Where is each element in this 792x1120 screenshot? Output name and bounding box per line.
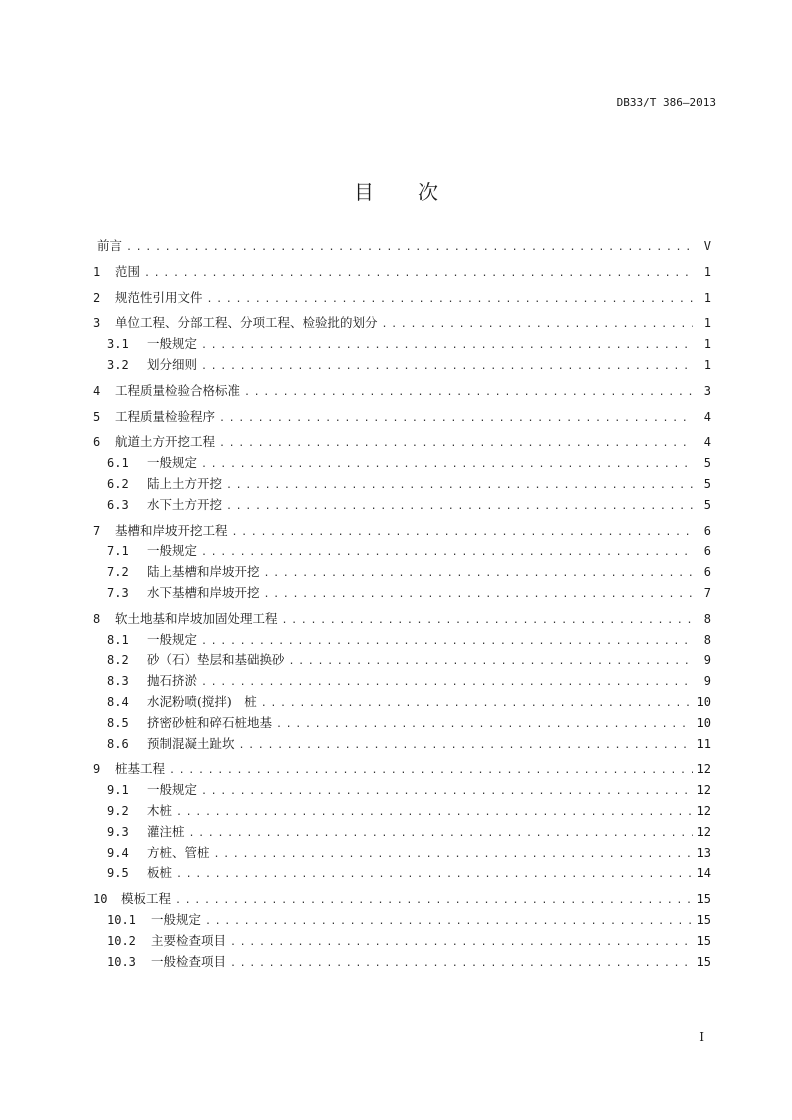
toc-entry-page: 15	[696, 892, 711, 907]
toc-entry-label: 范围	[115, 263, 141, 279]
toc-entry[interactable]	[93, 863, 711, 884]
toc-entry-number: 8	[93, 611, 101, 626]
toc-leader-dots	[239, 736, 693, 757]
toc-entry-label: 一般规定	[147, 455, 198, 471]
toc-entry-page: 12	[696, 783, 711, 798]
toc-entry-number: 1	[93, 264, 101, 279]
toc-entry[interactable]	[93, 759, 711, 780]
toc-entry-page: 1	[703, 290, 711, 305]
toc-entry[interactable]	[93, 236, 711, 257]
toc-entry-page: 4	[703, 409, 711, 424]
toc-entry-label: 水泥粉喷(搅拌) 桩	[147, 693, 257, 709]
toc-entry-number: 8.4	[107, 694, 129, 709]
toc-entry-label: 主要检查项目	[151, 932, 227, 948]
toc-entry[interactable]	[93, 910, 711, 931]
toc-entry[interactable]	[93, 889, 711, 910]
toc-leader-dots	[276, 715, 693, 736]
toc-entry-label: 一般规定	[151, 911, 202, 927]
toc-entry-page: 12	[696, 824, 711, 839]
toc-entry-label: 水下基槽和岸坡开挖	[147, 584, 260, 600]
toc-entry-page: 9	[703, 653, 711, 668]
toc-entry[interactable]	[93, 843, 711, 864]
toc-entry-number: 8.1	[107, 632, 129, 647]
toc-entry-label: 砂（石）垫层和基础换砂	[147, 652, 285, 668]
toc-entry-label: 工程质量检验程序	[115, 408, 216, 424]
toc-entry-label: 灌注桩	[147, 823, 185, 839]
toc-entry-label: 抛石挤淤	[147, 673, 198, 689]
toc-entry[interactable]	[93, 541, 711, 562]
toc-entry-page: 13	[696, 845, 711, 860]
toc-leader-dots	[219, 434, 693, 455]
toc-entry-page: 11	[696, 736, 711, 751]
toc-leader-dots	[201, 357, 693, 378]
toc-leader-dots	[244, 383, 693, 404]
document-code: DB33/T 386—2013	[616, 96, 716, 109]
toc-entry-number: 9.1	[107, 783, 129, 798]
toc-leader-dots	[176, 865, 693, 886]
toc-entry-page: 1	[703, 357, 711, 372]
toc-entry-number: 9.2	[107, 803, 129, 818]
toc-entry-number: 6.2	[107, 476, 129, 491]
toc-entry[interactable]	[93, 474, 711, 495]
toc-entry-page: 15	[696, 912, 711, 927]
toc-entry-label: 划分细则	[147, 356, 198, 372]
toc-entry-page: 9	[703, 674, 711, 689]
toc-entry-number: 10	[93, 892, 108, 907]
toc-leader-dots	[144, 264, 693, 285]
toc-entry[interactable]	[93, 521, 711, 542]
toc-entry[interactable]	[93, 609, 711, 630]
toc-entry-page: 8	[703, 611, 711, 626]
toc-entry-page: 5	[703, 497, 711, 512]
toc-entry-label: 桩基工程	[115, 761, 166, 777]
toc-leader-dots	[201, 455, 693, 476]
toc-entry-page: 12	[696, 803, 711, 818]
toc-entry-label: 单位工程、分部工程、分项工程、检验批的划分	[115, 315, 378, 331]
toc-entry[interactable]	[93, 495, 711, 516]
toc-entry-page: 5	[703, 476, 711, 491]
toc-entry-label: 板桩	[147, 865, 173, 881]
toc-entry-page: 7	[703, 585, 711, 600]
toc-entry[interactable]	[93, 713, 711, 734]
page-title	[0, 176, 792, 205]
toc-entry-page: 15	[696, 933, 711, 948]
toc-entry[interactable]	[93, 630, 711, 651]
table-of-contents	[93, 236, 711, 972]
toc-entry[interactable]	[93, 734, 711, 755]
toc-entry-label: 软土地基和岸坡加固处理工程	[115, 610, 278, 626]
toc-entry-page: 10	[696, 715, 711, 730]
toc-entry-page: 1	[703, 337, 711, 352]
toc-entry-number: 8.2	[107, 653, 129, 668]
toc-entry-number: 4	[93, 383, 101, 398]
toc-entry-page: 1	[703, 264, 711, 279]
toc-entry-number: 10.2	[107, 933, 136, 948]
toc-entry-number: 3.1	[107, 337, 129, 352]
toc-entry[interactable]	[93, 381, 711, 402]
toc-entry-number: 7	[93, 523, 101, 538]
toc-entry[interactable]	[93, 780, 711, 801]
toc-leader-dots	[226, 497, 693, 518]
toc-entry[interactable]	[93, 692, 711, 713]
toc-entry-number: 3	[93, 316, 101, 331]
toc-entry-page: 6	[703, 565, 711, 580]
toc-entry-page: 10	[696, 694, 711, 709]
toc-entry-number: 6.1	[107, 456, 129, 471]
toc-leader-dots	[176, 803, 693, 824]
toc-entry[interactable]	[93, 407, 711, 428]
toc-leader-dots	[226, 476, 693, 497]
toc-entry-page: 8	[703, 632, 711, 647]
toc-leader-dots	[264, 585, 693, 606]
toc-entry[interactable]	[93, 262, 711, 283]
toc-entry-number: 7.3	[107, 585, 129, 600]
toc-entry[interactable]	[93, 822, 711, 843]
toc-entry-page: 6	[703, 544, 711, 559]
toc-entry-page: 4	[703, 435, 711, 450]
toc-leader-dots	[219, 409, 693, 430]
toc-entry[interactable]	[93, 671, 711, 692]
toc-leader-dots	[201, 632, 693, 653]
toc-entry-number: 9.5	[107, 866, 129, 881]
toc-entry[interactable]	[93, 801, 711, 822]
toc-entry-number: 7.1	[107, 544, 129, 559]
page-number: I	[699, 1030, 704, 1044]
toc-entry-page: 12	[696, 762, 711, 777]
toc-entry[interactable]	[93, 432, 711, 453]
toc-entry-number: 10.3	[107, 954, 136, 969]
toc-entry-label: 一般检查项目	[151, 953, 227, 969]
toc-leader-dots	[289, 652, 693, 673]
toc-entry-number: 6.3	[107, 497, 129, 512]
toc-entry-page: 3	[703, 383, 711, 398]
toc-entry-page: V	[703, 239, 711, 253]
toc-entry-page: 5	[703, 456, 711, 471]
toc-entry-label: 挤密砂桩和碎石桩地基	[147, 714, 273, 730]
toc-entry-label: 基槽和岸坡开挖工程	[115, 522, 228, 538]
toc-entry[interactable]	[93, 355, 711, 376]
toc-leader-dots	[261, 694, 693, 715]
toc-entry-label: 工程质量检验合格标准	[115, 382, 241, 398]
toc-entry[interactable]	[93, 562, 711, 583]
toc-leader-dots	[201, 336, 693, 357]
toc-leader-dots	[230, 954, 693, 975]
toc-entry-label: 一般规定	[147, 631, 198, 647]
toc-entry-label: 模板工程	[121, 891, 172, 907]
toc-entry-label: 陆上土方开挖	[147, 475, 223, 491]
toc-leader-dots	[282, 611, 693, 632]
toc-entry-number: 6	[93, 435, 101, 450]
toc-leader-dots	[126, 238, 693, 259]
toc-entry-page: 14	[696, 866, 711, 881]
toc-entry-label: 前言	[97, 238, 123, 253]
toc-leader-dots	[264, 564, 693, 585]
toc-leader-dots	[201, 673, 693, 694]
toc-entry-page: 1	[703, 316, 711, 331]
toc-leader-dots	[201, 543, 693, 564]
toc-entry[interactable]	[93, 952, 711, 973]
toc-entry[interactable]	[93, 583, 711, 604]
toc-entry-label: 预制混凝土趾坎	[147, 735, 235, 751]
toc-entry-number: 5	[93, 409, 101, 424]
toc-entry-label: 木桩	[147, 802, 173, 818]
toc-entry-label: 一般规定	[147, 543, 198, 559]
toc-entry-label: 陆上基槽和岸坡开挖	[147, 564, 260, 580]
toc-entry-number: 8.3	[107, 674, 129, 689]
toc-leader-dots	[175, 891, 693, 912]
toc-entry-number: 9	[93, 762, 101, 777]
toc-entry-label: 水下土方开挖	[147, 496, 223, 512]
toc-leader-dots	[382, 315, 693, 336]
toc-entry-label: 方桩、管桩	[147, 844, 210, 860]
toc-entry[interactable]	[93, 931, 711, 952]
toc-entry-number: 2	[93, 290, 101, 305]
toc-leader-dots	[169, 761, 693, 782]
title-char-2: 次	[418, 180, 438, 204]
toc-leader-dots	[232, 523, 693, 544]
toc-entry-page: 6	[703, 523, 711, 538]
toc-leader-dots	[207, 290, 693, 311]
toc-entry[interactable]	[93, 650, 711, 671]
toc-entry-label: 航道土方开挖工程	[115, 434, 216, 450]
toc-entry-number: 9.4	[107, 845, 129, 860]
toc-leader-dots	[230, 933, 693, 954]
toc-entry-label: 一般规定	[147, 782, 198, 798]
toc-entry-number: 9.3	[107, 824, 129, 839]
toc-leader-dots	[214, 845, 693, 866]
title-char-1: 目	[354, 180, 374, 204]
toc-entry[interactable]	[93, 313, 711, 334]
toc-entry[interactable]	[93, 288, 711, 309]
toc-entry-number: 10.1	[107, 912, 136, 927]
toc-entry-page: 15	[696, 954, 711, 969]
toc-entry-label: 规范性引用文件	[115, 289, 203, 305]
toc-entry-label: 一般规定	[147, 336, 198, 352]
toc-entry[interactable]	[93, 453, 711, 474]
toc-leader-dots	[189, 824, 693, 845]
toc-entry-number: 8.5	[107, 715, 129, 730]
toc-entry-number: 8.6	[107, 736, 129, 751]
toc-entry[interactable]	[93, 334, 711, 355]
toc-entry-number: 7.2	[107, 565, 129, 580]
toc-leader-dots	[205, 912, 693, 933]
toc-entry-number: 3.2	[107, 357, 129, 372]
toc-leader-dots	[201, 782, 693, 803]
